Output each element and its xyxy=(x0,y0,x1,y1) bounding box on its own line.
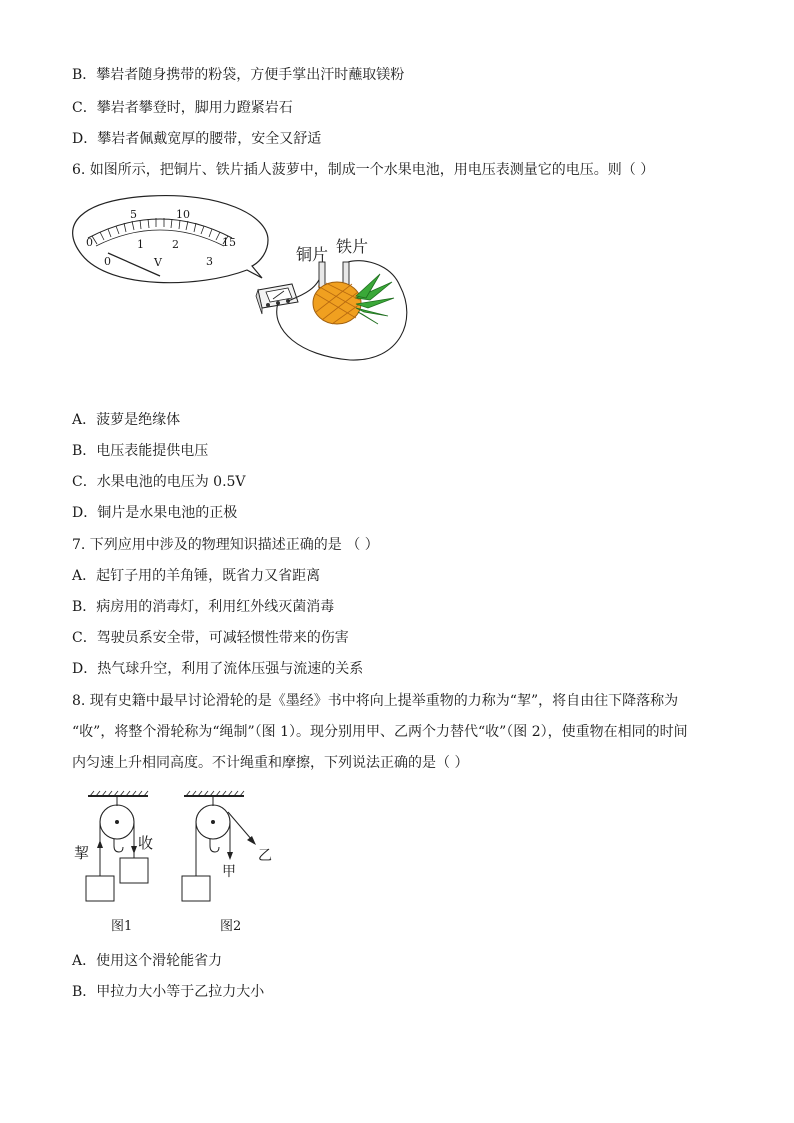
fig1-caption: 图1 xyxy=(111,919,133,934)
meter-bottom-scale-0: 0 xyxy=(104,255,111,268)
q6-option-a: A．菠萝是绝缘体 xyxy=(72,412,181,428)
q5-option-b: B．攀岩者随身携带的粉袋，方便手掌出汗时蘸取镁粉 xyxy=(72,67,405,83)
meter-top-scale-15: 15 xyxy=(222,236,236,249)
q7-option-b: B．病房用的消毒灯，利用红外线灭菌消毒 xyxy=(72,599,335,615)
meter-unit-label: V xyxy=(154,256,162,269)
q6-stem: 6. 如图所示，把铜片、铁片插人菠萝中，制成一个水果电池，用电压表测量它的电压。则（ ） xyxy=(72,162,655,178)
meter-bottom-scale-1: 1 xyxy=(137,238,144,251)
label-shou: 收 xyxy=(138,834,154,852)
q8-stem-line-1: 8. 现有史籍中最早讨论滑轮的是《墨经》书中将向上提举重物的力称为“挈”，将自由往下降落称为 xyxy=(72,693,679,709)
label-jia: 甲 xyxy=(222,864,236,880)
label-qie: 挈 xyxy=(74,844,90,862)
meter-bottom-scale-3: 3 xyxy=(206,255,213,268)
pulley-figure-2 xyxy=(182,791,256,901)
q7-option-a: A．起钉子用的羊角锤，既省力又省距离 xyxy=(72,568,321,584)
q8-option-a: A．使用这个滑轮能省力 xyxy=(72,953,223,969)
copper-label: 铜片 xyxy=(296,245,329,264)
q6-option-d: D．铜片是水果电池的正极 xyxy=(72,505,238,521)
q5-option-c: C．攀岩者攀登时，脚用力蹬紧岩石 xyxy=(72,100,293,116)
q5-option-d: D．攀岩者佩戴宽厚的腰带，安全又舒适 xyxy=(72,131,322,147)
q8-stem-line-2: “收”，将整个滑轮称为“绳制”（图 1）。现分别用甲、乙两个力替代“收”（图 2），使重物在相同的时间 xyxy=(72,724,688,740)
q8-stem-line-3: 内匀速上升相同高度。不计绳重和摩擦，下列说法正确的是（ ） xyxy=(72,755,469,771)
meter-bottom-scale-2: 2 xyxy=(172,238,179,251)
meter-top-scale-10: 10 xyxy=(176,208,190,221)
q7-stem: 7. 下列应用中涉及的物理知识描述正确的是 （ ） xyxy=(72,537,379,553)
meter-top-scale-0: 0 xyxy=(86,236,93,249)
q6-option-c: C．水果电池的电压为 0.5V xyxy=(72,474,246,490)
q7-option-d: D．热气球升空，利用了流体压强与流速的关系 xyxy=(72,661,364,677)
q8-option-b: B．甲拉力大小等于乙拉力大小 xyxy=(72,984,265,1000)
label-yi: 乙 xyxy=(258,848,272,864)
q7-option-c: C．驾驶员系安全带，可减轻惯性带来的伤害 xyxy=(72,630,349,646)
q6-option-b: B．电压表能提供电压 xyxy=(72,443,209,459)
fig2-caption: 图2 xyxy=(220,919,242,934)
meter-top-scale-5: 5 xyxy=(130,208,137,221)
iron-label: 铁片 xyxy=(336,237,369,256)
